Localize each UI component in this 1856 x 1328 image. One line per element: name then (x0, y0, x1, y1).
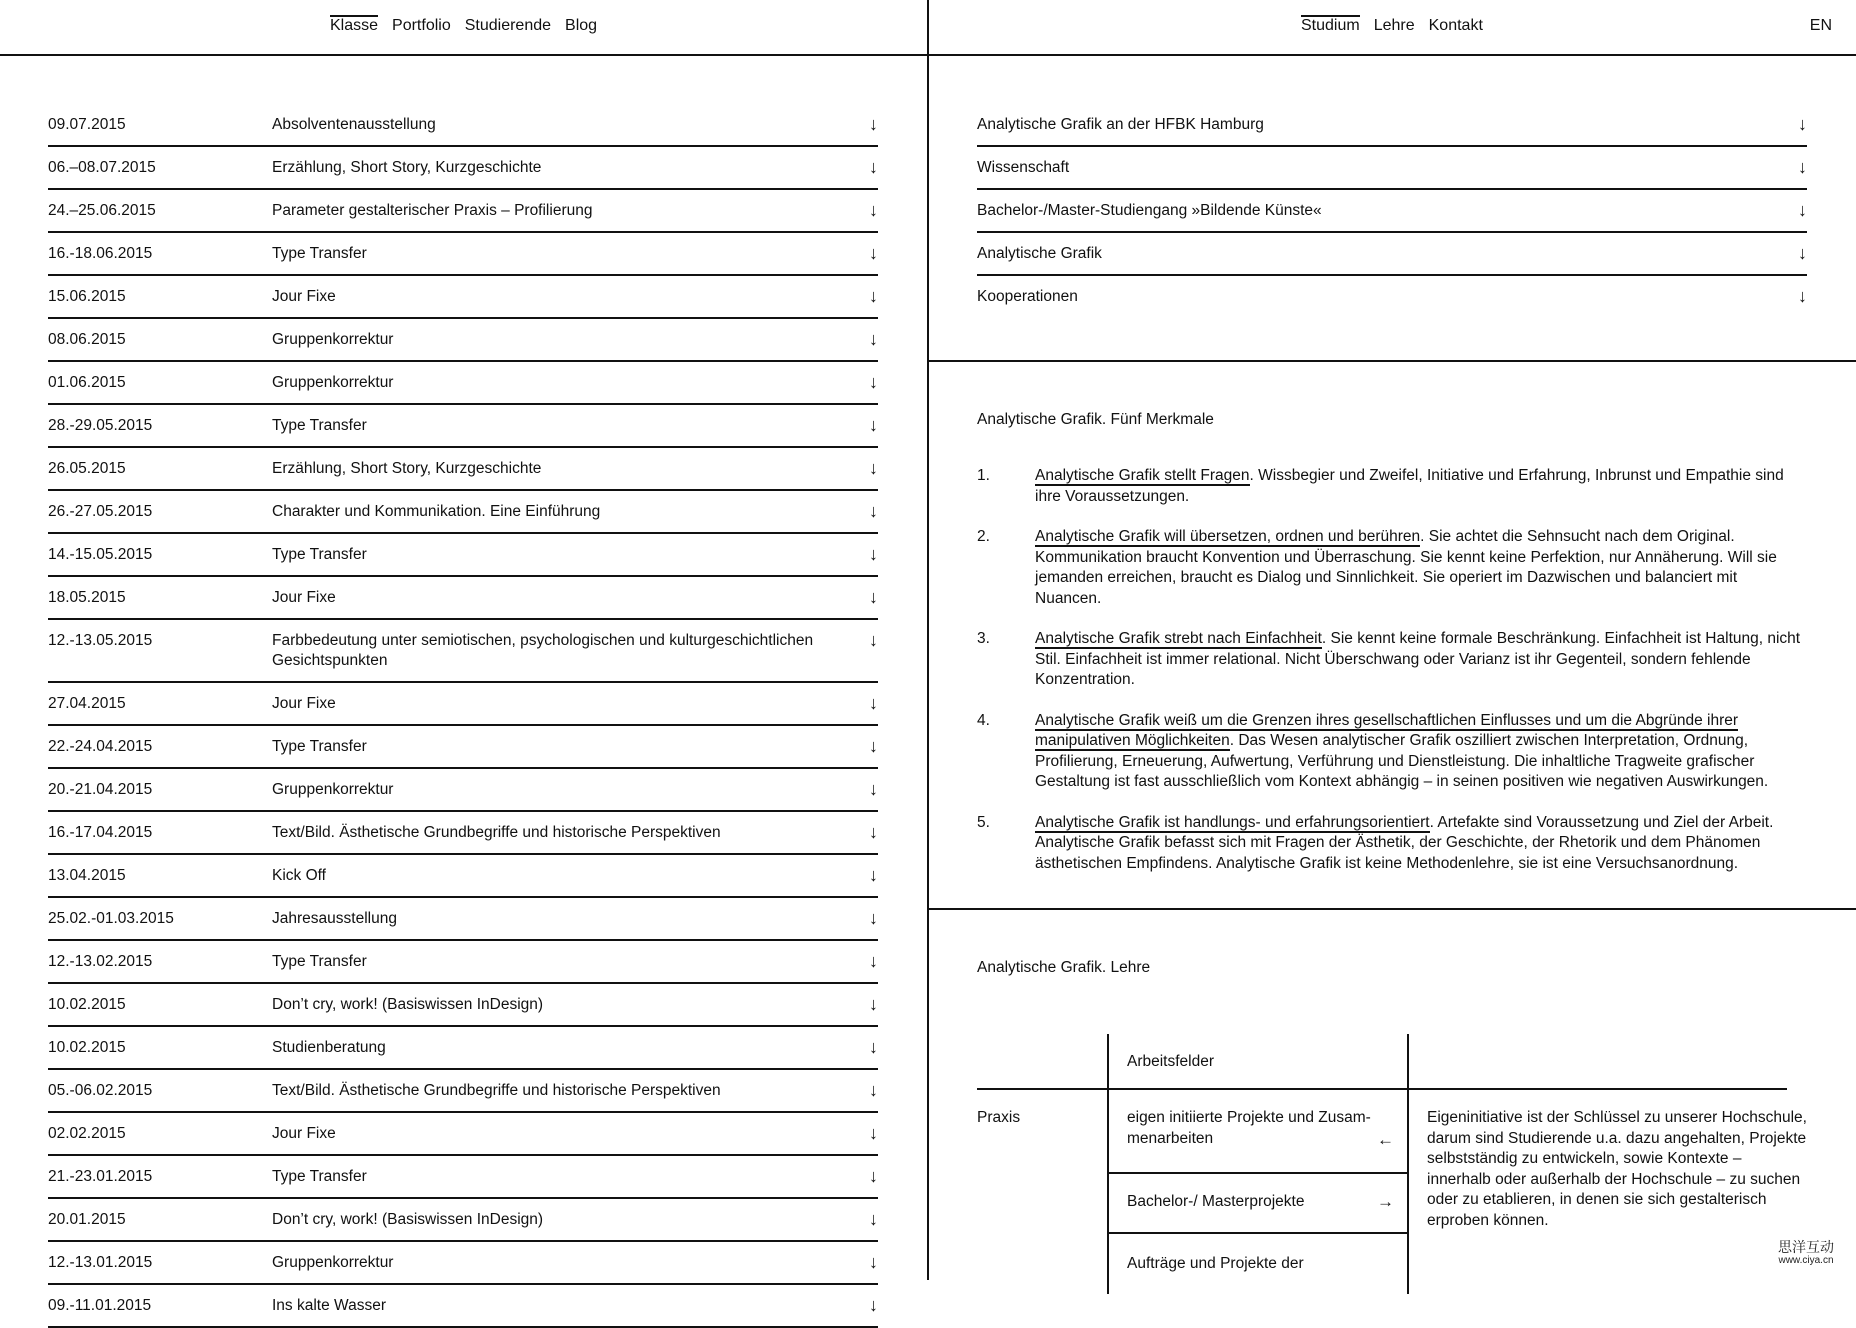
event-row[interactable] (48, 855, 878, 898)
event-row[interactable] (48, 726, 878, 769)
event-title: Jour Fixe (272, 695, 336, 712)
event-title: Parameter gestalterischer Praxis – Profilierung (272, 202, 593, 219)
row-label: Praxis (977, 1109, 1021, 1126)
event-row[interactable] (48, 1070, 878, 1113)
event-row[interactable] (48, 362, 878, 405)
event-row[interactable] (48, 405, 878, 448)
accordion-item[interactable] (977, 233, 1807, 276)
event-date: 16.-18.06.2015 (48, 245, 153, 262)
event-row[interactable] (48, 577, 878, 620)
merkmal-item (977, 711, 1807, 793)
watermark (1778, 1240, 1834, 1268)
event-date: 27.04.2015 (48, 695, 126, 712)
table-row-line (1107, 1232, 1409, 1234)
secondary-nav (1301, 17, 1483, 37)
arrow-down-icon[interactable]: ↓ (869, 200, 878, 220)
table-header-line (977, 1088, 1787, 1090)
event-row[interactable] (48, 448, 878, 491)
event-title: Erzählung, Short Story, Kurzgeschichte (272, 460, 542, 477)
merkmal-link[interactable]: Analytische Grafik strebt nach Einfachheit (1035, 630, 1322, 647)
merkmal-number: 1. (977, 467, 990, 484)
event-title: Type Transfer (272, 245, 367, 262)
arrow-down-icon[interactable]: ↓ (869, 157, 878, 177)
event-row[interactable] (48, 233, 878, 276)
merkmal-link[interactable]: Analytische Grafik ist handlungs- und erfahrungsorientiert (1035, 813, 1430, 831)
event-date: 06.–08.07.2015 (48, 159, 156, 176)
arrow-down-icon[interactable]: ↓ (869, 243, 878, 263)
arrow-down-icon[interactable]: ↓ (869, 1166, 878, 1186)
arrow-down-icon[interactable]: ↓ (869, 114, 878, 134)
events-list (48, 104, 878, 1328)
event-date: 02.02.2015 (48, 1125, 126, 1142)
event-date: 16.-17.04.2015 (48, 824, 153, 841)
event-title: Gruppenkorrektur (272, 1254, 394, 1271)
nav-blog[interactable]: Blog (565, 17, 598, 34)
praxis-description: Eigeninitiative ist der Schlüssel zu unserer Hochschule, darum sind Studierende u.a. dazu angehalten, Projekte selbstständig zu entwickeln, sowie Kontexte – innerhalb oder außerhalb der Hochschule – zu suchen oder zu etablieren, in denen sie sich gestalterisch erproben können. (1427, 1109, 1807, 1229)
event-row[interactable] (48, 898, 878, 941)
merkmal-item (977, 629, 1807, 691)
event-row[interactable] (48, 276, 878, 319)
event-row[interactable] (48, 769, 878, 812)
accordion-item[interactable] (977, 276, 1807, 317)
arrow-down-icon[interactable]: ↓ (869, 1037, 878, 1057)
arbeitsfeld-item[interactable]: eigen initiierte Projekte und Zusam-menarbeiten (1127, 1109, 1371, 1147)
merkmal-text: . Das Wesen analytischer Grafik oszilliert zwischen Interpretation, Ordnung, Profilierung, Erneuerung, Aufwertung, Verführung und Dienstleistung. Die inhaltliche Tragweite grafischer Gestaltung ist fast ausschließlich vom Kontext abhängig – in seinen positiven wie negativen Auswirkungen. (1035, 732, 1769, 790)
arrow-down-icon[interactable]: ↓ (869, 994, 878, 1014)
nav-studium[interactable]: Studium (1301, 15, 1360, 37)
event-title: Gruppenkorrektur (272, 331, 394, 348)
accordion-item[interactable] (977, 104, 1807, 147)
event-date: 14.-15.05.2015 (48, 546, 153, 563)
arrow-down-icon[interactable]: ↓ (1798, 200, 1807, 220)
arrow-down-icon[interactable]: ↓ (869, 1252, 878, 1272)
merkmal-number: 4. (977, 711, 990, 729)
event-date: 28.-29.05.2015 (48, 417, 153, 434)
section-divider (929, 360, 1856, 362)
arrow-left-icon[interactable]: ← (1377, 1130, 1394, 1149)
arrow-down-icon[interactable]: ↓ (1798, 286, 1807, 306)
event-row[interactable] (48, 812, 878, 855)
event-title: Text/Bild. Ästhetische Grundbegriffe und historische Perspektiven (272, 1082, 721, 1099)
right-column (929, 0, 1856, 1280)
accordion-label: Bachelor-/Master-Studiengang »Bildende Künste« (977, 202, 1322, 219)
table-header: Arbeitsfelder (1127, 1053, 1215, 1070)
event-title: Studienberatung (272, 1039, 386, 1056)
event-title: Jour Fixe (272, 589, 336, 606)
arrow-down-icon[interactable]: ↓ (1798, 243, 1807, 263)
event-date: 10.02.2015 (48, 1039, 126, 1056)
accordion-label: Kooperationen (977, 288, 1078, 305)
event-date: 20.-21.04.2015 (48, 781, 153, 798)
table-vline (1107, 1034, 1109, 1294)
arbeitsfeld-item[interactable]: Aufträge und Projekte der (1127, 1255, 1304, 1272)
event-title: Jour Fixe (272, 1125, 336, 1142)
merkmal-item (977, 813, 1807, 875)
arrow-down-icon[interactable]: ↓ (869, 1295, 878, 1315)
watermark-text: 思洋互动 (1778, 1239, 1834, 1255)
nav-studierende[interactable]: Studierende (464, 17, 552, 34)
arrow-right-icon[interactable]: → (1377, 1192, 1394, 1211)
event-row[interactable] (48, 1027, 878, 1070)
event-row[interactable] (48, 941, 878, 984)
merkmal-number: 2. (977, 528, 990, 545)
merkmal-link[interactable]: Analytische Grafik weiß um die Grenzen ihres gesellschaftlichen Einflusses und um die Abgründe ihrer manipulativen Möglichkeiten (1035, 711, 1739, 749)
arrow-down-icon[interactable]: ↓ (869, 1080, 878, 1100)
merkmal-link[interactable]: Analytische Grafik stellt Fragen (1035, 467, 1250, 484)
accordion-label: Analytische Grafik (977, 245, 1102, 262)
merkmal-text: . Wissbegier und Zweifel, Initiative und Erfahrung, Inbrunst und Empathie sind ihre Voraussetzungen. (1035, 467, 1784, 505)
event-date: 26.05.2015 (48, 460, 126, 477)
nav-portfolio[interactable]: Portfolio (392, 17, 451, 34)
merkmal-text: . Sie achtet die Sehnsucht nach dem Original. Kommunikation braucht Konvention und Überraschung. Sie kennt keine Perfektion, nur Annäherung. Will sie jemanden erreichen, braucht es Dialog und Sinnlichkeit. Sie operiert im Dazwischen und balanciert mit Nuancen. (1035, 528, 1777, 607)
event-date: 22.-24.04.2015 (48, 738, 153, 755)
arrow-down-icon[interactable]: ↓ (869, 458, 878, 478)
event-title: Text/Bild. Ästhetische Grundbegriffe und historische Perspektiven (272, 824, 721, 841)
arrow-down-icon[interactable]: ↓ (869, 286, 878, 306)
arrow-down-icon[interactable]: ↓ (869, 693, 878, 713)
arrow-down-icon[interactable]: ↓ (869, 630, 878, 650)
event-row[interactable] (48, 1199, 878, 1242)
arrow-down-icon[interactable]: ↓ (869, 779, 878, 799)
event-row[interactable] (48, 1285, 878, 1328)
studium-accordion (977, 104, 1807, 317)
left-topbar (0, 0, 928, 56)
event-title: Type Transfer (272, 953, 367, 970)
event-row[interactable] (48, 683, 878, 726)
accordion-item[interactable] (977, 190, 1807, 233)
arbeitsfeld-item[interactable]: Bachelor-/ Masterprojekte (1127, 1193, 1305, 1210)
event-title: Charakter und Kommunikation. Eine Einführung (272, 503, 601, 520)
arrow-down-icon[interactable]: ↓ (869, 736, 878, 756)
event-title: Type Transfer (272, 1168, 367, 1185)
event-row[interactable] (48, 104, 878, 147)
arrow-down-icon[interactable]: ↓ (869, 822, 878, 842)
merkmal-item (977, 466, 1807, 507)
table-row-line (1107, 1172, 1409, 1174)
event-title: Gruppenkorrektur (272, 781, 394, 798)
arrow-down-icon[interactable]: ↓ (869, 415, 878, 435)
event-title: Gruppenkorrektur (272, 374, 394, 391)
event-date: 05.-06.02.2015 (48, 1082, 153, 1099)
nav-lehre[interactable]: Lehre (1373, 17, 1415, 34)
merkmale-list (977, 466, 1807, 894)
event-row[interactable] (48, 1113, 878, 1156)
event-row[interactable] (48, 1156, 878, 1199)
table-vline (1407, 1034, 1409, 1294)
event-title: Jour Fixe (272, 288, 336, 305)
merkmal-text: . Artefakte sind Voraussetzung und Ziel der Arbeit. Analytische Grafik befasst sich mit Fragen der Ästhetik, der Geschichte, der Rhetorik und dem Phänomen ästhetischen Empfindens. Analytische Grafik ist keine Methodenlehre, sie ist eine Versuchsanordnung. (1035, 813, 1774, 872)
arrow-down-icon[interactable]: ↓ (869, 951, 878, 971)
event-row[interactable] (48, 190, 878, 233)
event-row[interactable] (48, 1242, 878, 1285)
accordion-item[interactable] (977, 147, 1807, 190)
merkmale-title: Analytische Grafik. Fünf Merkmale (977, 411, 1214, 428)
right-topbar (929, 0, 1856, 56)
section-divider (929, 908, 1856, 910)
event-title: Don’t cry, work! (Basiswissen InDesign) (272, 1211, 544, 1228)
arrow-down-icon[interactable]: ↓ (869, 544, 878, 564)
event-title: Ins kalte Wasser (272, 1297, 386, 1314)
arrow-down-icon[interactable]: ↓ (869, 1209, 878, 1229)
event-title: Farbbedeutung unter semiotischen, psychologischen und kulturgeschichtlichen Gesichtspunkten (272, 632, 814, 669)
event-date: 09.07.2015 (48, 116, 126, 133)
event-date: 10.02.2015 (48, 996, 126, 1013)
arrow-down-icon[interactable]: ↓ (869, 1123, 878, 1143)
event-date: 12.-13.05.2015 (48, 632, 153, 649)
nav-kontakt[interactable]: Kontakt (1428, 17, 1483, 34)
arrow-down-icon[interactable]: ↓ (1798, 114, 1807, 134)
event-date: 09.-11.01.2015 (48, 1297, 152, 1314)
language-switch[interactable]: EN (1809, 17, 1832, 34)
event-date: 12.-13.01.2015 (48, 1254, 153, 1271)
event-date: 13.04.2015 (48, 867, 126, 884)
merkmal-item (977, 527, 1807, 609)
event-row[interactable] (48, 534, 878, 577)
event-date: 20.01.2015 (48, 1211, 126, 1228)
nav-klasse[interactable]: Klasse (330, 15, 378, 37)
event-title: Erzählung, Short Story, Kurzgeschichte (272, 159, 542, 176)
watermark-url: www.ciya.cn (1778, 1255, 1834, 1266)
event-title: Absolventenausstellung (272, 116, 436, 133)
arrow-down-icon[interactable]: ↓ (869, 908, 878, 928)
arrow-down-icon[interactable]: ↓ (869, 372, 878, 392)
event-row[interactable] (48, 319, 878, 362)
event-row[interactable] (48, 147, 878, 190)
event-title: Type Transfer (272, 546, 367, 563)
event-date: 26.-27.05.2015 (48, 503, 153, 520)
arrow-down-icon[interactable]: ↓ (869, 587, 878, 607)
event-date: 25.02.-01.03.2015 (48, 910, 174, 927)
event-title: Type Transfer (272, 417, 367, 434)
arrow-down-icon[interactable]: ↓ (869, 865, 878, 885)
merkmal-number: 5. (977, 813, 990, 831)
arrow-down-icon[interactable]: ↓ (1798, 157, 1807, 177)
merkmal-text: . Sie kennt keine formale Beschränkung. Einfachheit ist Haltung, nicht Stil. Einfachheit ist immer relational. Nicht Überschwang oder Varianz ist ihr Gegenteil, sondern fehlende Konzentration. (1035, 630, 1801, 688)
event-date: 24.–25.06.2015 (48, 202, 156, 219)
event-title: Jahresausstellung (272, 910, 397, 927)
event-date: 08.06.2015 (48, 331, 126, 348)
arrow-down-icon[interactable]: ↓ (869, 329, 878, 349)
event-row[interactable] (48, 984, 878, 1027)
accordion-label: Analytische Grafik an der HFBK Hamburg (977, 116, 1264, 133)
event-row[interactable] (48, 620, 878, 683)
arrow-down-icon[interactable]: ↓ (869, 501, 878, 521)
event-title: Don’t cry, work! (Basiswissen InDesign) (272, 996, 544, 1013)
main-nav (330, 17, 597, 37)
event-date: 01.06.2015 (48, 374, 126, 391)
event-title: Kick Off (272, 867, 326, 884)
merkmal-number: 3. (977, 630, 990, 647)
lehre-title: Analytische Grafik. Lehre (977, 959, 1151, 976)
event-row[interactable] (48, 491, 878, 534)
left-column (0, 0, 928, 1315)
merkmal-link[interactable]: Analytische Grafik will übersetzen, ordnen und berühren (1035, 528, 1421, 545)
event-date: 21.-23.01.2015 (48, 1168, 153, 1185)
event-date: 12.-13.02.2015 (48, 953, 153, 970)
event-date: 18.05.2015 (48, 589, 126, 606)
accordion-label: Wissenschaft (977, 159, 1070, 176)
event-date: 15.06.2015 (48, 288, 126, 305)
event-title: Type Transfer (272, 738, 367, 755)
